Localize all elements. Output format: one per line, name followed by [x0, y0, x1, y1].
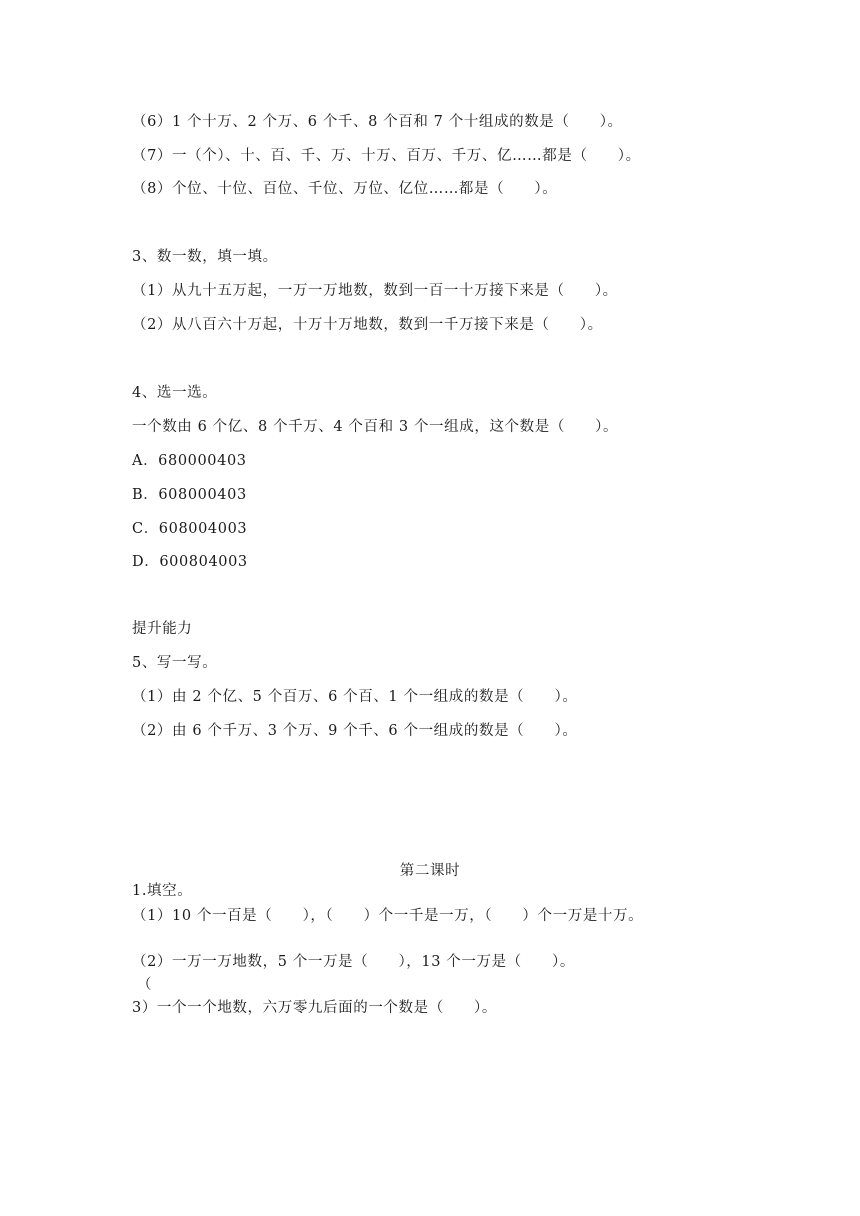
option-d: D．600804003 — [132, 554, 248, 570]
question-1-7: （7）一（个）、十、百、千、万、十万、百万、千万、亿……都是（ ）。 — [132, 148, 641, 164]
question-3-1: （1）从九十五万起，一万一万地数，数到一百一十万接下来是（ ）。 — [132, 283, 618, 299]
option-c: C．608004003 — [132, 521, 248, 537]
question-4-stem: 一个数由 6 个亿、8 个千万、4 个百和 3 个一组成，这个数是（ ）。 — [132, 419, 619, 435]
lesson-2-question-3: 3）一个一个地数，六万零九后面的一个数是（ ）。 — [132, 1000, 497, 1016]
question-1-6: （6）1 个十万、2 个万、6 个千、8 个百和 7 个十组成的数是（ ）。 — [132, 114, 623, 130]
question-5-2: （2）由 6 个千万、3 个万、9 个千、6 个一组成的数是（ ）。 — [132, 723, 578, 739]
section-heading-improve: 提升能力 — [132, 621, 193, 637]
lesson-2-question-title: 1.填空。 — [132, 883, 193, 899]
section-5-title: 5、写一写。 — [132, 655, 218, 671]
question-5-1: （1）由 2 个亿、5 个百万、6 个百、1 个一组成的数是（ ）。 — [132, 689, 578, 705]
question-3-2: （2）从八百六十万起，十万十万地数，数到一千万接下来是（ ）。 — [132, 317, 603, 333]
option-a: A．680000403 — [132, 453, 247, 469]
lesson-2-question-1: （1）10 个一百是（ ），（ ）个一千是一万，（ ）个一万是十万。 — [132, 908, 644, 924]
section-3-title: 3、数一数，填一填。 — [132, 249, 278, 265]
lesson-2-question-3-paren: （ — [137, 977, 153, 993]
section-4-title: 4、选一选。 — [132, 385, 218, 401]
option-b: B．608000403 — [132, 487, 247, 503]
lesson-2-question-2: （2）一万一万地数，5 个一万是（ ），13 个一万是（ ）。 — [132, 954, 575, 970]
question-1-8: （8）个位、十位、百位、千位、万位、亿位……都是（ ）。 — [132, 181, 558, 197]
lesson-2-title: 第二课时 — [399, 863, 461, 879]
